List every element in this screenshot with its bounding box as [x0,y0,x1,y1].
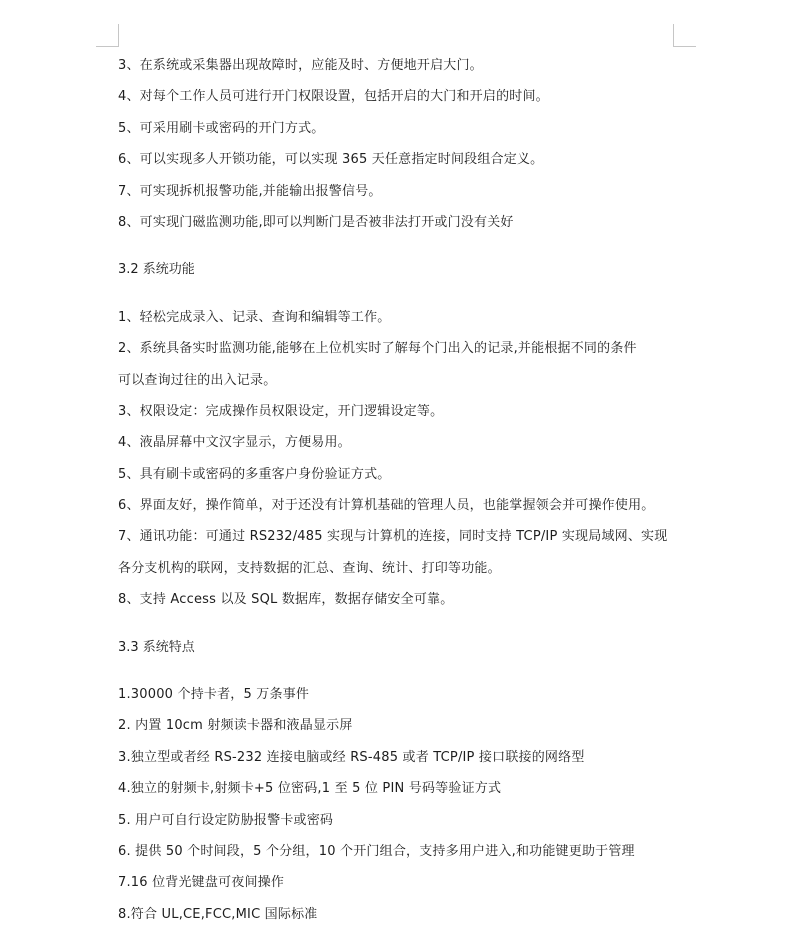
list-item: 5. 用户可自行设定防胁报警卡或密码 [118,812,334,828]
list-item: 各分支机构的联网，支持数据的汇总、查询、统计、打印等功能。 [118,560,501,576]
list-item: 4.独立的射频卡,射频卡+5 位密码,1 至 5 位 PIN 号码等验证方式 [118,781,502,797]
list-item: 2. 内置 10cm 射频读卡器和液晶显示屏 [118,718,353,734]
crop-mark-top-right [673,24,696,47]
list-item: 可以查询过往的出入记录。 [118,372,277,388]
list-item: 8、可实现门磁监测功能,即可以判断门是否被非法打开或门没有关好 [118,214,514,230]
list-item: 8、支持 Access 以及 SQL 数据库，数据存储安全可靠。 [118,592,454,608]
list-item: 6. 提供 50 个时间段，5 个分组，10 个开门组合，支持多用户进入,和功能键更助于管理 [118,843,635,859]
section-heading-3-2: 3.2 系统功能 [118,262,195,278]
list-item: 2、系统具备实时监测功能,能够在上位机实时了解每个门出入的记录,并能根据不同的条件 [118,341,637,357]
list-item: 6、界面友好，操作简单，对于还没有计算机基础的管理人员，也能掌握领会并可操作使用。 [118,498,655,514]
list-item: 3、权限设定：完成操作员权限设定，开门逻辑设定等。 [118,403,444,419]
section-heading-3-3: 3.3 系统特点 [118,639,195,655]
list-item: 3、在系统或采集器出现故障时，应能及时、方便地开启大门。 [118,58,483,73]
list-item: 8.符合 UL,CE,FCC,MIC 国际标准 [118,906,318,922]
list-item: 4、液晶屏幕中文汉字显示，方便易用。 [118,435,351,451]
list-item: 3.独立型或者经 RS-232 连接电脑或经 RS-485 或者 TCP/IP 接口联接的网络型 [118,749,585,765]
list-item: 6、可以实现多人开锁功能，可以实现 365 天任意指定时间段组合定义。 [118,152,544,168]
list-item: 7、可实现拆机报警功能,并能输出报警信号。 [118,183,382,199]
list-item: 7、通讯功能：可通过 RS232/485 实现与计算机的连接，同时支持 TCP/IP 实现局域网、实现 [118,529,668,545]
list-item: 1、轻松完成录入、记录、查询和编辑等工作。 [118,309,391,325]
list-item: 4、对每个工作人员可进行开门权限设置，包括开启的大门和开启的时间。 [118,89,549,105]
list-item: 5、具有刷卡或密码的多重客户身份验证方式。 [118,466,391,482]
list-item: 5、可采用刷卡或密码的开门方式。 [118,120,325,136]
list-item: 7.16 位背光键盘可夜间操作 [118,875,285,891]
document-page [118,50,688,930]
list-item: 1.30000 个持卡者，5 万条事件 [118,687,310,703]
crop-mark-top-left [96,24,119,47]
